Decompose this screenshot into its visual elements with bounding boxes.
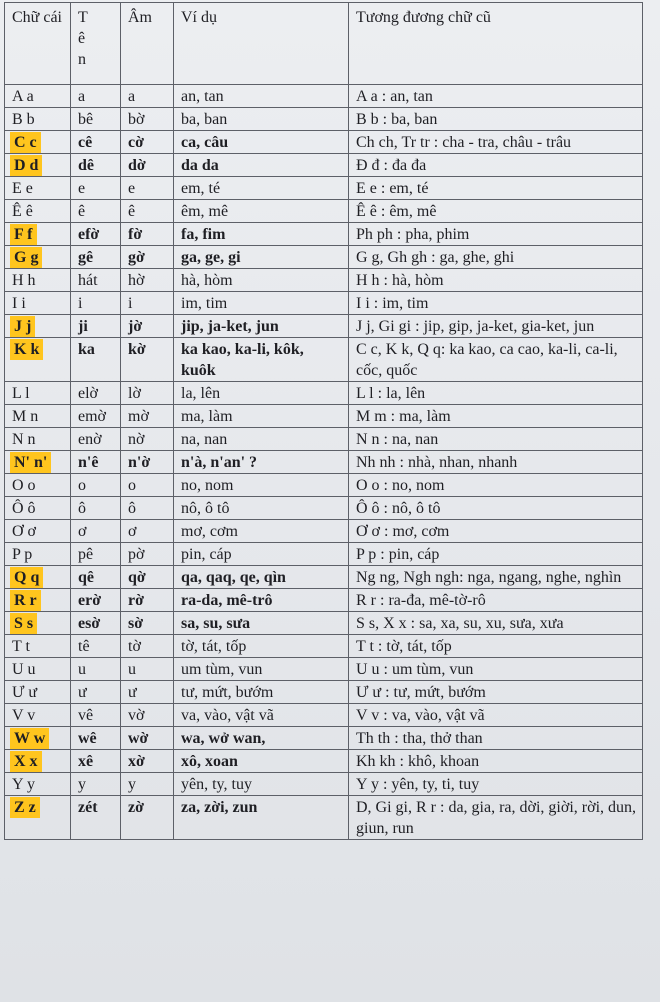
letter-cell xyxy=(5,246,71,269)
example-cell: em, té xyxy=(174,177,349,200)
name-cell: erờ xyxy=(71,589,121,612)
letter-cell: Y y xyxy=(5,773,71,796)
name-cell: efờ xyxy=(71,223,121,246)
old-equivalent-cell: D, Gi gi, R r : da, gia, ra, dời, giời, rời, dun, giun, run xyxy=(349,796,643,840)
highlighted-letter: F f xyxy=(14,226,33,243)
old-equivalent-cell: Ư ư : tư, mứt, bướm xyxy=(349,681,643,704)
table-row xyxy=(5,543,643,566)
old-equivalent-cell: L l : la, lên xyxy=(349,382,643,405)
sound-cell: a xyxy=(121,85,174,108)
name-cell: dê xyxy=(71,154,121,177)
name-cell: elờ xyxy=(71,382,121,405)
letter-cell: L l xyxy=(5,382,71,405)
example-cell: hà, hòm xyxy=(174,269,349,292)
letter-cell: Ô ô xyxy=(5,497,71,520)
letter-cell: Ư ư xyxy=(5,681,71,704)
letter-cell: E e xyxy=(5,177,71,200)
old-equivalent-cell: Ph ph : pha, phim xyxy=(349,223,643,246)
name-cell: emờ xyxy=(71,405,121,428)
table-row xyxy=(5,200,643,223)
example-cell: yên, ty, tuy xyxy=(174,773,349,796)
sound-cell: ơ xyxy=(121,520,174,543)
old-equivalent-cell: Kh kh : khô, khoan xyxy=(349,750,643,773)
name-cell: o xyxy=(71,474,121,497)
sound-cell: vờ xyxy=(121,704,174,727)
table-row xyxy=(5,750,643,773)
name-cell: vê xyxy=(71,704,121,727)
name-cell: bê xyxy=(71,108,121,131)
letter-cell: M n xyxy=(5,405,71,428)
table-row xyxy=(5,727,643,750)
example-cell: um tùm, vun xyxy=(174,658,349,681)
old-equivalent-cell: Th th : tha, thở than xyxy=(349,727,643,750)
header-row xyxy=(5,3,643,85)
name-cell: u xyxy=(71,658,121,681)
example-cell: ba, ban xyxy=(174,108,349,131)
name-cell: ơ xyxy=(71,520,121,543)
example-cell: xô, xoan xyxy=(174,750,349,773)
table-row xyxy=(5,520,643,543)
table-row xyxy=(5,269,643,292)
highlighted-letter: X x xyxy=(14,753,38,770)
old-equivalent-cell: H h : hà, hòm xyxy=(349,269,643,292)
letter-cell: Ơ ơ xyxy=(5,520,71,543)
example-cell: da da xyxy=(174,154,349,177)
name-cell: ô xyxy=(71,497,121,520)
sound-cell: xờ xyxy=(121,750,174,773)
sound-cell: kờ xyxy=(121,338,174,382)
letter-cell xyxy=(5,796,71,840)
alphabet-table xyxy=(4,2,643,840)
table-row xyxy=(5,315,643,338)
example-cell: na, nan xyxy=(174,428,349,451)
example-cell: fa, fim xyxy=(174,223,349,246)
old-equivalent-cell: Ng ng, Ngh ngh: nga, ngang, nghe, nghìn xyxy=(349,566,643,589)
example-cell: jip, ja-ket, jun xyxy=(174,315,349,338)
example-cell: êm, mê xyxy=(174,200,349,223)
old-equivalent-cell: Ơ ơ : mơ, cơm xyxy=(349,520,643,543)
name-cell: esờ xyxy=(71,612,121,635)
old-equivalent-cell: A a : an, tan xyxy=(349,85,643,108)
letter-cell xyxy=(5,154,71,177)
name-cell: pê xyxy=(71,543,121,566)
table-row xyxy=(5,85,643,108)
highlighted-letter: N' n' xyxy=(14,454,48,471)
letter-cell: T t xyxy=(5,635,71,658)
highlighted-letter: J j xyxy=(14,318,32,335)
sound-cell: pờ xyxy=(121,543,174,566)
table-body xyxy=(5,85,643,840)
highlighted-letter: G g xyxy=(14,249,39,266)
letter-cell xyxy=(5,451,71,474)
highlighted-letter: S s xyxy=(14,615,34,632)
header-old-equivalent: Tương đương chữ cũ xyxy=(349,3,643,85)
old-equivalent-cell: Ô ô : nô, ô tô xyxy=(349,497,643,520)
table-row xyxy=(5,177,643,200)
example-cell: va, vào, vật vã xyxy=(174,704,349,727)
sound-cell: dờ xyxy=(121,154,174,177)
sound-cell: sờ xyxy=(121,612,174,635)
sound-cell: u xyxy=(121,658,174,681)
letter-cell xyxy=(5,131,71,154)
letter-cell xyxy=(5,223,71,246)
table-row xyxy=(5,154,643,177)
example-cell: ga, ge, gi xyxy=(174,246,349,269)
table-row xyxy=(5,474,643,497)
old-equivalent-cell: R r : ra-đa, mê-tờ-rô xyxy=(349,589,643,612)
header-example: Ví dụ xyxy=(174,3,349,85)
example-cell: ka kao, ka-li, kôk, kuôk xyxy=(174,338,349,382)
sound-cell: nờ xyxy=(121,428,174,451)
example-cell: no, nom xyxy=(174,474,349,497)
example-cell: la, lên xyxy=(174,382,349,405)
table-row xyxy=(5,658,643,681)
name-cell: enờ xyxy=(71,428,121,451)
letter-cell: I i xyxy=(5,292,71,315)
table-row xyxy=(5,451,643,474)
name-cell: ê xyxy=(71,200,121,223)
example-cell: ra-da, mê-trô xyxy=(174,589,349,612)
example-cell: za, zời, zun xyxy=(174,796,349,840)
name-cell: hát xyxy=(71,269,121,292)
sound-cell: o xyxy=(121,474,174,497)
name-cell: tê xyxy=(71,635,121,658)
sound-cell: rờ xyxy=(121,589,174,612)
sound-cell: zờ xyxy=(121,796,174,840)
sound-cell: y xyxy=(121,773,174,796)
old-equivalent-cell: C c, K k, Q q: ka kao, ca cao, ka-li, ca-li, cốc, quốc xyxy=(349,338,643,382)
example-cell: ca, câu xyxy=(174,131,349,154)
old-equivalent-cell: G g, Gh gh : ga, ghe, ghi xyxy=(349,246,643,269)
example-cell: tư, mứt, bướm xyxy=(174,681,349,704)
highlighted-letter: Z z xyxy=(14,799,36,816)
name-cell: zét xyxy=(71,796,121,840)
letter-cell: U u xyxy=(5,658,71,681)
highlighted-letter: Q q xyxy=(14,569,40,586)
table-row xyxy=(5,382,643,405)
table-row xyxy=(5,612,643,635)
letter-cell: O o xyxy=(5,474,71,497)
example-cell: sa, su, sưa xyxy=(174,612,349,635)
letter-cell xyxy=(5,338,71,382)
sound-cell: cờ xyxy=(121,131,174,154)
sound-cell: e xyxy=(121,177,174,200)
table-row xyxy=(5,796,643,840)
letter-cell: Ê ê xyxy=(5,200,71,223)
old-equivalent-cell: M m : ma, làm xyxy=(349,405,643,428)
highlighted-letter: W w xyxy=(14,730,46,747)
table-row xyxy=(5,635,643,658)
old-equivalent-cell: J j, Gi gi : jip, gip, ja-ket, gia-ket, jun xyxy=(349,315,643,338)
name-cell: a xyxy=(71,85,121,108)
old-equivalent-cell: Ê ê : êm, mê xyxy=(349,200,643,223)
letter-cell: N n xyxy=(5,428,71,451)
table-row xyxy=(5,497,643,520)
table-row xyxy=(5,405,643,428)
sound-cell: bờ xyxy=(121,108,174,131)
name-cell: ư xyxy=(71,681,121,704)
name-cell: ka xyxy=(71,338,121,382)
letter-cell xyxy=(5,315,71,338)
name-cell: gê xyxy=(71,246,121,269)
old-equivalent-cell: Ch ch, Tr tr : cha - tra, châu - trâu xyxy=(349,131,643,154)
name-cell: i xyxy=(71,292,121,315)
table-row xyxy=(5,773,643,796)
old-equivalent-cell: T t : tờ, tát, tốp xyxy=(349,635,643,658)
highlighted-letter: R r xyxy=(14,592,37,609)
sound-cell: gờ xyxy=(121,246,174,269)
example-cell: n'à, n'an' ? xyxy=(174,451,349,474)
table-row xyxy=(5,704,643,727)
sound-cell: lờ xyxy=(121,382,174,405)
sound-cell: i xyxy=(121,292,174,315)
old-equivalent-cell: Đ đ : đa đa xyxy=(349,154,643,177)
name-cell: e xyxy=(71,177,121,200)
header-name: T ê n xyxy=(71,3,121,85)
sound-cell: wờ xyxy=(121,727,174,750)
sound-cell: jờ xyxy=(121,315,174,338)
name-cell: cê xyxy=(71,131,121,154)
sound-cell: qờ xyxy=(121,566,174,589)
sound-cell: ô xyxy=(121,497,174,520)
example-cell: nô, ô tô xyxy=(174,497,349,520)
example-cell: im, tim xyxy=(174,292,349,315)
sound-cell: n'ờ xyxy=(121,451,174,474)
sound-cell: fờ xyxy=(121,223,174,246)
letter-cell: A a xyxy=(5,85,71,108)
example-cell: wa, wở wan, xyxy=(174,727,349,750)
name-cell: ji xyxy=(71,315,121,338)
old-equivalent-cell: V v : va, vào, vật vã xyxy=(349,704,643,727)
table-row xyxy=(5,223,643,246)
old-equivalent-cell: Y y : yên, ty, ti, tuy xyxy=(349,773,643,796)
example-cell: pin, cáp xyxy=(174,543,349,566)
table-row xyxy=(5,428,643,451)
name-cell: y xyxy=(71,773,121,796)
sound-cell: ê xyxy=(121,200,174,223)
example-cell: ma, làm xyxy=(174,405,349,428)
name-cell: wê xyxy=(71,727,121,750)
letter-cell: H h xyxy=(5,269,71,292)
highlighted-letter: C c xyxy=(14,134,37,151)
example-cell: an, tan xyxy=(174,85,349,108)
letter-cell: V v xyxy=(5,704,71,727)
highlighted-letter: D d xyxy=(14,157,39,174)
example-cell: tờ, tát, tốp xyxy=(174,635,349,658)
name-cell: qê xyxy=(71,566,121,589)
highlighted-letter: K k xyxy=(14,341,40,358)
old-equivalent-cell: U u : um tùm, vun xyxy=(349,658,643,681)
letter-cell xyxy=(5,750,71,773)
sound-cell: ư xyxy=(121,681,174,704)
letter-cell xyxy=(5,589,71,612)
old-equivalent-cell: I i : im, tim xyxy=(349,292,643,315)
header-letter: Chữ cái xyxy=(5,3,71,85)
sound-cell: hờ xyxy=(121,269,174,292)
old-equivalent-cell: S s, X x : sa, xa, su, xu, sưa, xưa xyxy=(349,612,643,635)
letter-cell xyxy=(5,566,71,589)
name-cell: xê xyxy=(71,750,121,773)
old-equivalent-cell: O o : no, nom xyxy=(349,474,643,497)
sound-cell: tờ xyxy=(121,635,174,658)
table-row xyxy=(5,292,643,315)
letter-cell: B b xyxy=(5,108,71,131)
old-equivalent-cell: B b : ba, ban xyxy=(349,108,643,131)
table-row xyxy=(5,131,643,154)
table-row xyxy=(5,566,643,589)
table-row xyxy=(5,338,643,382)
table-row xyxy=(5,108,643,131)
example-cell: mơ, cơm xyxy=(174,520,349,543)
old-equivalent-cell: Nh nh : nhà, nhan, nhanh xyxy=(349,451,643,474)
header-sound: Âm xyxy=(121,3,174,85)
table-row xyxy=(5,681,643,704)
letter-cell xyxy=(5,612,71,635)
name-cell: n'ê xyxy=(71,451,121,474)
table-row xyxy=(5,589,643,612)
sound-cell: mờ xyxy=(121,405,174,428)
letter-cell xyxy=(5,727,71,750)
old-equivalent-cell: E e : em, té xyxy=(349,177,643,200)
table-row xyxy=(5,246,643,269)
old-equivalent-cell: P p : pin, cáp xyxy=(349,543,643,566)
letter-cell: P p xyxy=(5,543,71,566)
example-cell: qa, qaq, qe, qìn xyxy=(174,566,349,589)
old-equivalent-cell: N n : na, nan xyxy=(349,428,643,451)
